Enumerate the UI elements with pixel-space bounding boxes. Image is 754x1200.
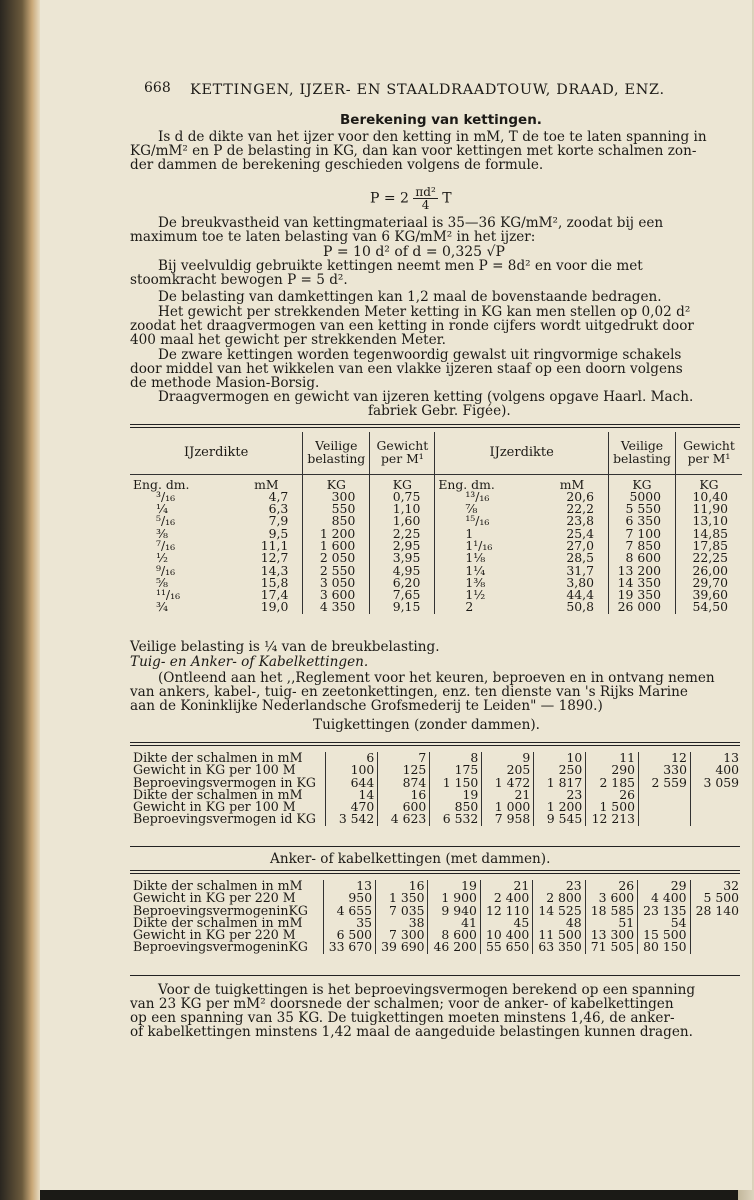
text-line: der dammen de berekening geschieden volgens de formule.	[130, 157, 544, 173]
row-label: Dikte der schalmen in mM	[133, 750, 303, 765]
table-row	[130, 813, 742, 825]
table-cell: 54	[638, 917, 690, 929]
table-cell: 2,25	[370, 528, 435, 540]
table-cell: 470	[326, 801, 378, 813]
header-cell: IJzerdikte	[435, 432, 609, 474]
table-cell: ⁵/₁₆	[156, 513, 176, 529]
table-cell: 1 900	[428, 892, 480, 904]
table-cell: 19	[428, 880, 480, 892]
strength-paragraph	[130, 215, 664, 245]
table-cell: ¾	[156, 599, 169, 615]
unit-cell: mM	[254, 476, 279, 492]
text-line: fabriek Gebr. Figée).	[368, 403, 511, 419]
table3-top-rule	[130, 873, 740, 874]
table1-note: Veilige belasting is ¼ van de breukbelasting.	[130, 639, 440, 655]
table-cell: 0,75	[370, 491, 435, 503]
header-cell: Gewicht per M¹	[676, 432, 743, 474]
table-cell: 2	[435, 601, 536, 613]
table-cell: ⅝	[156, 574, 169, 590]
table-cell: 10 400	[480, 929, 532, 941]
table-cell: 13 300	[585, 929, 637, 941]
table-cell: 1 150	[430, 777, 482, 789]
table-cell: ¼	[156, 501, 169, 517]
table-cell: 290	[586, 764, 639, 776]
table-cell: 4,95	[370, 565, 435, 577]
table-cell: 3 059	[690, 777, 742, 789]
table-cell: 1⅛	[435, 552, 536, 564]
table-cell: 4 623	[378, 813, 430, 825]
table-cell: 29,70	[676, 577, 743, 589]
table-cell: 1 500	[586, 801, 639, 813]
table-cell: 26	[586, 789, 639, 801]
table-cell: 1,10	[370, 503, 435, 515]
table-cell: 15,8	[260, 574, 289, 590]
table-cell: 50,8	[566, 599, 594, 615]
table-cell	[638, 789, 690, 801]
text-line: (Ontleend aan het ,,Reglement voor het keuren, beproeven en in ontvang nemen	[158, 670, 715, 686]
formula-1: P = 2 $\frac{\text{πd²}}{4}$ T	[370, 185, 452, 212]
text-line: 400 maal het gewicht per strekkenden Meter.	[130, 332, 446, 348]
table-cell: 38	[376, 917, 428, 929]
table-cell: 11 500	[533, 929, 585, 941]
table-cell: 12,7	[260, 550, 289, 566]
table-cell	[638, 801, 690, 813]
tuig-chain-table	[130, 752, 742, 826]
row-label: Dikte der schalmen in mM	[133, 878, 303, 893]
table-cell: ¹⁵/₁₆	[435, 515, 536, 527]
table-cell: 44,4	[566, 587, 594, 603]
table-cell: 8 600	[428, 929, 480, 941]
table-cell: 26 000	[609, 601, 676, 613]
table2-top-rule	[130, 745, 740, 746]
table-cell: 54,50	[676, 601, 743, 613]
table-cell: 14,85	[676, 528, 743, 540]
table-cell: 28 140	[690, 905, 742, 917]
header-cell: IJzerdikte	[183, 444, 249, 460]
text-line: Bij veelvuldig gebruikte kettingen neemt men P = 8d² en voor die met	[158, 258, 643, 274]
table-cell: 39 690	[376, 941, 428, 953]
table-cell: 11,1	[260, 537, 289, 553]
table-cell: 19,0	[260, 599, 289, 615]
frequent-use-paragraph	[130, 258, 643, 288]
table-cell: 6 350	[609, 515, 676, 527]
header-cell: Gewicht per M¹	[370, 432, 435, 474]
table-cell: 5000	[609, 491, 676, 503]
table-cell: 2 400	[480, 892, 532, 904]
table2-bottom-rule	[130, 846, 740, 847]
text-line: KG/mM² en P de belasting in KG, dan kan voor kettingen met korte schalmen zon-	[130, 143, 697, 159]
table-cell: 250	[534, 764, 586, 776]
table-cell: 23 135	[638, 905, 690, 917]
table-cell: 7 100	[609, 528, 676, 540]
table-cell: 4 350	[303, 601, 370, 613]
table-cell: 7 035	[376, 905, 428, 917]
table-cell: 14	[326, 789, 378, 801]
table-cell: 55 650	[480, 941, 532, 953]
chain-capacity-table	[130, 432, 742, 614]
table-cell: 3 600	[303, 589, 370, 601]
rolled-chains-paragraph	[130, 347, 683, 391]
running-header: KETTINGEN, IJZER- EN STAALDRAADTOUW, DRAAD, ENZ.	[190, 82, 665, 98]
table-cell: 28,5	[566, 550, 594, 566]
table-cell: 3 050	[303, 577, 370, 589]
table-cell: 1¼	[435, 565, 536, 577]
unit-cell: mM	[559, 476, 585, 492]
table-cell: 8	[430, 752, 482, 764]
anchor-chain-table	[130, 880, 742, 954]
unit-cell: KG	[303, 474, 370, 491]
table-cell: 13	[323, 880, 375, 892]
table-cell: 9 545	[534, 813, 586, 825]
table-cell: 16	[376, 880, 428, 892]
text-line: Het gewicht per strekkenden Meter ketting in KG kan men stellen op 0,02 d²	[158, 304, 691, 320]
row-label: Beproevingsvermogen in KG	[133, 774, 316, 790]
text-line: van ankers, kabel-, tuig- en zeetonkettingen, enz. ten dienste van 's Rijks Marine	[130, 684, 688, 700]
table-cell: 1 472	[482, 777, 534, 789]
table1-top-rule	[130, 424, 740, 425]
table-cell: 80 150	[638, 941, 690, 953]
table-cell: 6,3	[268, 501, 289, 517]
table-cell: 14 350	[609, 577, 676, 589]
table-cell: 21	[482, 789, 534, 801]
weight-paragraph	[130, 304, 694, 348]
text-line: op een spanning van 35 KG. De tuigkettingen moeten minstens 1,46, de anker-	[130, 1010, 675, 1026]
table-cell: 51	[585, 917, 637, 929]
table-row	[130, 601, 742, 613]
page-number: 668	[144, 80, 171, 96]
table-cell: 13 200	[609, 565, 676, 577]
table-cell: 8 600	[609, 552, 676, 564]
table-cell: 125	[378, 764, 430, 776]
table-cell: 1 350	[376, 892, 428, 904]
regulation-paragraph	[130, 670, 715, 714]
text-line: Voor de tuigkettingen is het beproevingsvermogen berekend op een spanning	[158, 982, 696, 998]
table1-caption	[158, 390, 693, 418]
text-line: de methode Masion-Borsig.	[130, 375, 320, 391]
book-page	[40, 0, 752, 1190]
table-cell: ³/₁₆	[156, 488, 176, 504]
table-cell: 7	[378, 752, 430, 764]
text-line: De zware kettingen worden tegenwoordig gewalst uit ringvormige schakels	[158, 347, 682, 363]
table-cell: 13,10	[676, 515, 743, 527]
table-cell: 12 110	[480, 905, 532, 917]
row-label: Dikte der schalmen in mM	[133, 786, 303, 802]
table-cell: 1 200	[303, 528, 370, 540]
table-cell: 100	[326, 764, 378, 776]
table-cell: 3,95	[370, 552, 435, 564]
table-cell: 23,8	[566, 513, 594, 529]
table-cell: 5 500	[690, 892, 742, 904]
table-cell: 22,25	[676, 552, 743, 564]
table-cell: 205	[482, 764, 534, 776]
table-cell: 1 817	[534, 777, 586, 789]
table-cell: 35	[323, 917, 375, 929]
table-cell: 21	[480, 880, 532, 892]
text-line: maximum toe te laten belasting van 6 KG/mM² in het ijzer:	[130, 229, 536, 245]
table-cell: 2 559	[638, 777, 690, 789]
table-cell: ⅞	[435, 503, 536, 515]
table-cell: ⅜	[156, 525, 169, 541]
closing-paragraph	[130, 982, 696, 1040]
table-cell: 2 800	[533, 892, 585, 904]
table-cell: 17,4	[260, 587, 289, 603]
table3-bottom-rule	[130, 975, 740, 976]
table-cell: 3 600	[585, 892, 637, 904]
table-cell: 19 350	[609, 589, 676, 601]
table-cell: 32	[690, 880, 742, 892]
dam-chain-paragraph: De belasting van damkettingen kan 1,2 maal de bovenstaande bedragen.	[158, 289, 662, 305]
table-cell: 1	[435, 528, 536, 540]
table-cell	[638, 813, 690, 825]
header-cell: Veilige belasting	[303, 432, 370, 474]
table-cell: 11,90	[676, 503, 743, 515]
row-label: Dikte der schalmen in mM	[133, 914, 303, 930]
table-cell: ½	[156, 550, 169, 566]
table-cell: 6 532	[430, 813, 482, 825]
table-cell: 9,5	[268, 525, 289, 541]
table-cell: 600	[378, 801, 430, 813]
book-binding	[0, 0, 40, 1200]
table-cell: 550	[303, 503, 370, 515]
table-cell	[690, 813, 742, 825]
table-cell: 12 213	[586, 813, 639, 825]
text-line: aan de Koninklijke Nederlandsche Grofsmederij te Leiden" — 1890.)	[130, 698, 603, 714]
table-cell: 9	[482, 752, 534, 764]
table-cell: 175	[430, 764, 482, 776]
table-cell: 1,60	[370, 515, 435, 527]
table-cell: 4 400	[638, 892, 690, 904]
table-cell: 6 500	[323, 929, 375, 941]
table-cell: 31,7	[566, 562, 594, 578]
table-cell: 18 585	[585, 905, 637, 917]
text-line: van 23 KG per mM² doorsnede der schalmen; voor de anker- of kabelkettingen	[130, 996, 674, 1012]
table-cell: 26	[585, 880, 637, 892]
table-cell	[690, 801, 742, 813]
table-cell: 17,85	[676, 540, 743, 552]
header-cell: Veilige belasting	[609, 432, 676, 474]
tuig-subtitle: Tuig- en Anker- of Kabelkettingen.	[130, 654, 369, 670]
table-cell: 23	[533, 880, 585, 892]
row-label: Gewicht in KG per 220 M	[133, 927, 296, 943]
formula-2: P = 10 d² of d = 0,325 √P	[323, 244, 505, 260]
table-cell	[690, 941, 742, 953]
table2-caption: Tuigkettingen (zonder dammen).	[313, 717, 540, 733]
unit-cell: Eng. dm.	[133, 476, 190, 492]
table-cell: 33 670	[323, 941, 375, 953]
table-cell: 1 000	[482, 801, 534, 813]
row-label: BeproevingsvermogeninKG	[133, 902, 308, 918]
table-cell: 850	[303, 515, 370, 527]
table-cell	[690, 929, 742, 941]
table-cell: 4,7	[268, 488, 289, 504]
table-cell: 5 550	[609, 503, 676, 515]
table1-top-rule	[130, 427, 740, 428]
intro-paragraph	[130, 130, 740, 172]
table-cell	[690, 789, 742, 801]
section-title: Berekening van kettingen.	[340, 112, 542, 128]
text-line: door middel van het wikkelen van een vlakke ijzeren staaf op een doorn volgens	[130, 361, 683, 377]
table-cell: 11	[586, 752, 639, 764]
row-label: Gewicht in KG per 100 M	[133, 799, 296, 815]
table2-top-rule	[130, 742, 740, 743]
table-cell: 45	[480, 917, 532, 929]
table-cell: 9 940	[428, 905, 480, 917]
table-cell: 14 525	[533, 905, 585, 917]
table-cell: 16	[378, 789, 430, 801]
table-cell: 19	[430, 789, 482, 801]
table-cell: 7,65	[370, 589, 435, 601]
table-cell: 27,0	[566, 537, 594, 553]
table-cell: 29	[638, 880, 690, 892]
table-cell: 22,2	[566, 501, 594, 517]
table-cell: 7 300	[376, 929, 428, 941]
table-cell: 26,00	[676, 565, 743, 577]
table-cell: 6,20	[370, 577, 435, 589]
unit-cell: KG	[609, 474, 676, 491]
table-cell: 39,60	[676, 589, 743, 601]
table-cell: ¹¹/₁₆	[156, 587, 181, 603]
table-cell: 300	[303, 491, 370, 503]
text-line: Is d de dikte van het ijzer voor den ketting in mM, T de toe te laten spanning in	[158, 129, 707, 145]
table-cell: 330	[638, 764, 690, 776]
table-cell: 2,95	[370, 540, 435, 552]
table3-top-rule	[130, 870, 740, 871]
row-label: Beproevingsvermogen id KG	[133, 811, 316, 827]
row-label: Gewicht in KG per 100 M	[133, 762, 296, 778]
row-label: Gewicht in KG per 220 M	[133, 890, 296, 906]
table-cell: 12	[638, 752, 690, 764]
table-cell: 1¹/₁₆	[435, 540, 536, 552]
table-cell: 14,3	[260, 562, 289, 578]
table-cell: ⁹/₁₆	[156, 562, 176, 578]
table-cell: 2 185	[586, 777, 639, 789]
table-cell: ¹³/₁₆	[435, 491, 536, 503]
table-row	[130, 941, 742, 953]
table-cell: 71 505	[585, 941, 637, 953]
table-cell: 7 958	[482, 813, 534, 825]
table-cell: 9,15	[370, 601, 435, 613]
table-cell: 644	[326, 777, 378, 789]
table-cell: 2 050	[303, 552, 370, 564]
table-cell: 15 500	[638, 929, 690, 941]
table-cell: 2 550	[303, 565, 370, 577]
table-cell: ⁷/₁₆	[156, 537, 176, 553]
table-cell	[690, 917, 742, 929]
table-cell: 1½	[435, 589, 536, 601]
table-cell: 3,80	[566, 574, 594, 590]
row-label: BeproevingsvermogeninKG	[133, 939, 308, 955]
table-cell: 1 200	[534, 801, 586, 813]
table-cell: 1 600	[303, 540, 370, 552]
table-cell: 3 542	[326, 813, 378, 825]
unit-cell: KG	[676, 474, 743, 491]
table-cell: 20,6	[566, 488, 594, 504]
text-line: stoomkracht bewogen P = 5 d².	[130, 272, 348, 288]
unit-cell: Eng. dm.	[435, 474, 536, 491]
table-cell: 25,4	[566, 525, 594, 541]
table-cell: 6	[326, 752, 378, 764]
table-cell: 23	[534, 789, 586, 801]
table-cell: 1⅜	[435, 577, 536, 589]
text-line: of kabelkettingen minstens 1,42 maal de aangeduide belastingen kunnen dragen.	[130, 1024, 693, 1040]
table3-caption: Anker- of kabelkettingen (met dammen).	[270, 851, 551, 867]
table-cell: 7,9	[268, 513, 289, 529]
table-cell: 874	[378, 777, 430, 789]
table-cell: 10,40	[676, 491, 743, 503]
table-cell: 63 350	[533, 941, 585, 953]
text-line: Draagvermogen en gewicht van ijzeren ketting (volgens opgave Haarl. Mach.	[158, 389, 694, 405]
table-cell: 7 850	[609, 540, 676, 552]
table-cell: 13	[690, 752, 742, 764]
text-line: zoodat het draagvermogen van een ketting in ronde cijfers wordt uitgedrukt door	[130, 318, 694, 334]
table-cell: 10	[534, 752, 586, 764]
table-cell: 950	[323, 892, 375, 904]
table-cell: 850	[430, 801, 482, 813]
text-line: De breukvastheid van kettingmateriaal is 35—36 KG/mM², zoodat bij een	[158, 215, 664, 231]
table-header-row	[130, 432, 742, 474]
table-cell: 4 655	[323, 905, 375, 917]
unit-cell: KG	[370, 474, 435, 491]
table-cell: 46 200	[428, 941, 480, 953]
table-cell: 400	[690, 764, 742, 776]
table-cell: 48	[533, 917, 585, 929]
table-cell: 41	[428, 917, 480, 929]
